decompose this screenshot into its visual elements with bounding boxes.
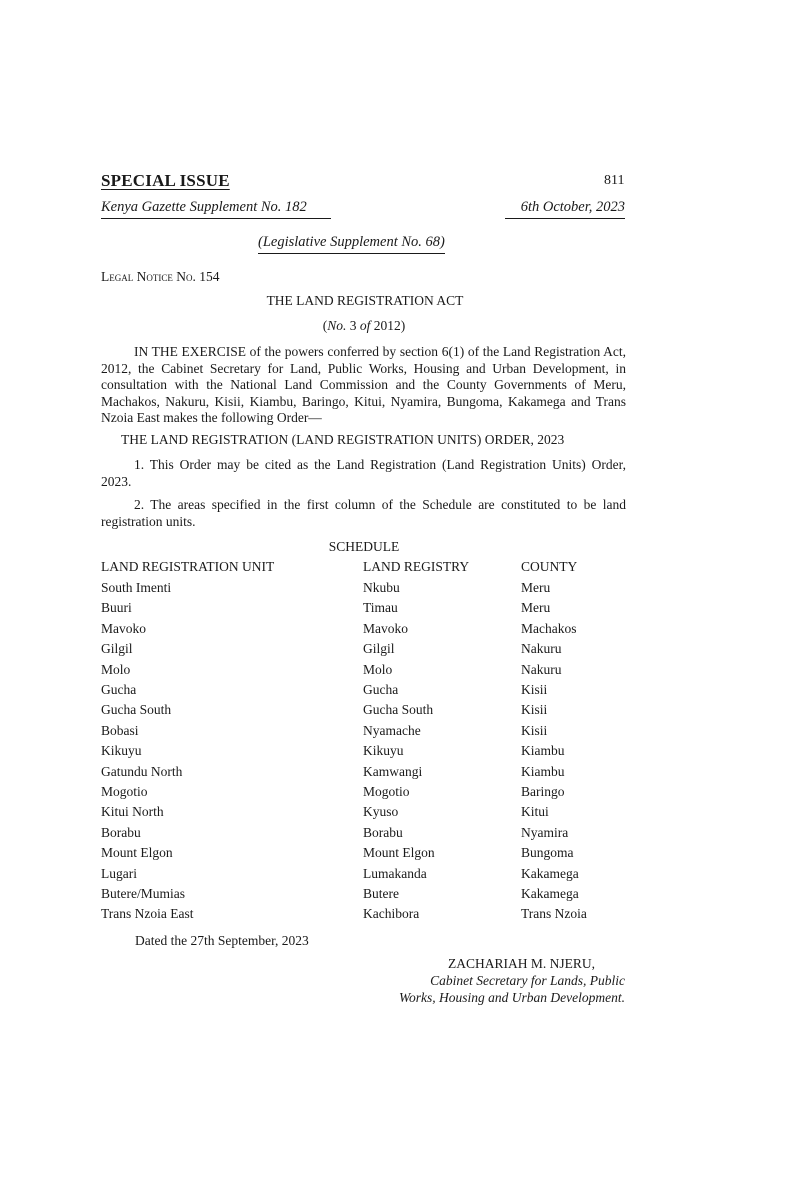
- cell-land-registration-unit: Kitui North: [101, 804, 164, 820]
- column-header-registry: LAND REGISTRY: [363, 559, 470, 574]
- cell-county: Nakuru: [521, 641, 562, 657]
- act-number: (No. 3 of 2012): [322, 318, 406, 333]
- cell-land-registration-unit: Gilgil: [101, 641, 133, 657]
- table-row: [0, 600, 798, 620]
- dated-line: Dated the 27th September, 2023: [135, 933, 309, 948]
- cell-land-registry: Timau: [363, 600, 398, 616]
- cell-land-registry: Gucha South: [363, 702, 434, 718]
- table-row: [0, 804, 798, 824]
- cell-land-registration-unit: Gatundu North: [101, 763, 183, 779]
- cell-land-registry: Mount Elgon: [363, 845, 435, 861]
- cell-land-registry: Borabu: [363, 824, 403, 840]
- cell-land-registry: Kamwangi: [363, 763, 423, 779]
- column-header-county: COUNTY: [521, 559, 578, 574]
- clause-1-paragraph: 1. This Order may be cited as the Land Registration (Land Registration Units) Order, 2023.: [101, 457, 626, 489]
- table-row: [0, 784, 798, 804]
- table-row: [0, 580, 798, 600]
- special-issue-heading: SPECIAL ISSUE: [101, 171, 230, 190]
- cell-county: Kisii: [521, 722, 548, 738]
- cell-land-registration-unit: Butere/Mumias: [101, 886, 185, 901]
- cell-land-registration-unit: Molo: [101, 661, 131, 677]
- table-row: [0, 702, 798, 722]
- cell-county: Nyamira: [521, 824, 569, 840]
- cell-land-registration-unit: Lugari: [101, 865, 137, 881]
- column-header-unit: LAND REGISTRATION UNIT: [101, 559, 275, 574]
- cell-county: Kiambu: [521, 743, 565, 759]
- gazette-date: 6th October, 2023: [505, 199, 625, 219]
- cell-county: Kakamega: [521, 865, 579, 881]
- cell-county: Kitui: [521, 804, 549, 820]
- table-row: [0, 866, 798, 886]
- clause-2-paragraph: 2. The areas specified in the first column of the Schedule are constituted to be land registration units.: [101, 497, 626, 529]
- cell-land-registration-unit: Gucha: [101, 682, 137, 697]
- cell-land-registry: Mavoko: [363, 620, 408, 636]
- table-row: [0, 764, 798, 784]
- cell-land-registry: Molo: [363, 661, 393, 677]
- table-row: [0, 743, 798, 763]
- table-row: [0, 825, 798, 845]
- cell-land-registration-unit: Buuri: [101, 600, 132, 616]
- cell-county: Trans Nzoia: [521, 906, 587, 922]
- page-number: 811: [604, 173, 625, 188]
- signatory-name: ZACHARIAH M. NJERU,: [448, 956, 596, 971]
- cell-land-registry: Kyuso: [363, 804, 399, 820]
- cell-land-registry: Mogotio: [363, 784, 410, 799]
- cell-land-registration-unit: Trans Nzoia East: [101, 906, 194, 922]
- cell-land-registry: Gucha: [363, 682, 399, 697]
- cell-county: Machakos: [521, 620, 577, 636]
- cell-land-registration-unit: Gucha South: [101, 702, 172, 718]
- schedule-title: SCHEDULE: [328, 539, 400, 554]
- act-title: THE LAND REGISTRATION ACT: [266, 293, 464, 308]
- table-row: [0, 641, 798, 661]
- cell-land-registration-unit: Mount Elgon: [101, 845, 173, 861]
- table-row: [0, 886, 798, 906]
- cell-county: Nakuru: [521, 661, 562, 677]
- table-row: [0, 906, 798, 926]
- cell-county: Kisii: [521, 702, 548, 718]
- cell-county: Meru: [521, 600, 551, 616]
- cell-land-registry: Nkubu: [363, 580, 400, 595]
- table-row: [0, 845, 798, 865]
- table-row: [0, 662, 798, 682]
- table-row: [0, 682, 798, 702]
- cell-county: Kisii: [521, 682, 548, 697]
- cell-land-registry: Kachibora: [363, 906, 420, 922]
- gazette-supplement-label: Kenya Gazette Supplement No. 182: [101, 199, 331, 219]
- preamble-paragraph: IN THE EXERCISE of the powers conferred by section 6(1) of the Land Registration Act, 2012, the Cabinet Secretary for Land, Public Works, Housing and Urban Development, in consultation with the National Land Commission and the County Governments of Meru, Machakos, Nakuru, Kisii, Kiambu, Baringo, Kitui, Nyamira, Bungoma, Kakamega and Trans Nzoia East makes the following Order—: [101, 344, 626, 426]
- cell-county: Kakamega: [521, 886, 579, 901]
- cell-land-registration-unit: Kikuyu: [101, 743, 142, 759]
- cell-land-registry: Gilgil: [363, 641, 395, 657]
- legal-notice-number: Legal Notice No. 154: [101, 269, 220, 284]
- cell-county: Baringo: [521, 784, 565, 799]
- signatory-title-line-2: Works, Housing and Urban Development.: [399, 990, 625, 1005]
- cell-land-registration-unit: Mogotio: [101, 784, 148, 799]
- cell-land-registry: Butere: [363, 886, 399, 901]
- cell-county: Bungoma: [521, 845, 574, 861]
- cell-county: Meru: [521, 580, 551, 595]
- legislative-supplement-label: (Legislative Supplement No. 68): [258, 234, 445, 254]
- cell-county: Kiambu: [521, 763, 565, 779]
- table-row: [0, 621, 798, 641]
- cell-land-registry: Kikuyu: [363, 743, 404, 759]
- cell-land-registration-unit: Mavoko: [101, 620, 146, 636]
- cell-land-registration-unit: South Imenti: [101, 580, 172, 595]
- cell-land-registry: Nyamache: [363, 722, 421, 738]
- cell-land-registration-unit: Bobasi: [101, 722, 139, 738]
- signatory-title-line-1: Cabinet Secretary for Lands, Public: [430, 973, 625, 988]
- table-row: [0, 723, 798, 743]
- cell-land-registration-unit: Borabu: [101, 824, 141, 840]
- cell-land-registry: Lumakanda: [363, 865, 427, 881]
- order-title: THE LAND REGISTRATION (LAND REGISTRATION UNITS) ORDER, 2023: [121, 432, 565, 447]
